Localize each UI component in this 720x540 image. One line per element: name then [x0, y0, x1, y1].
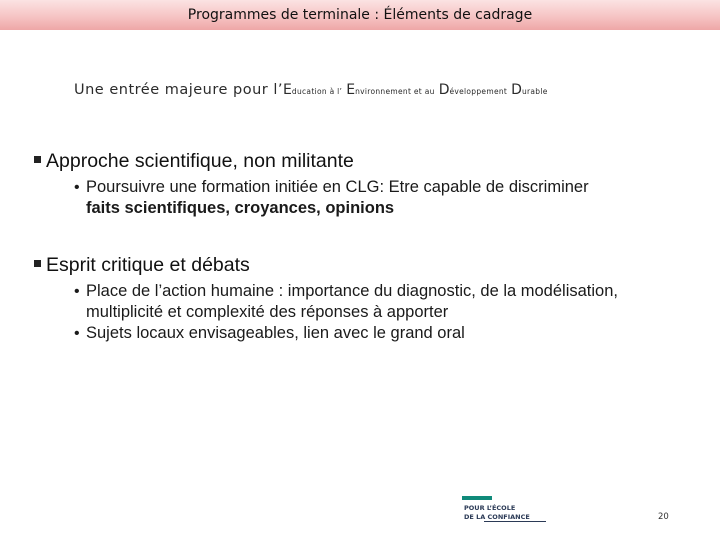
slide-title: Programmes de terminale : Éléments de cadrage — [187, 7, 533, 23]
bullet-dot-icon: • — [74, 283, 80, 300]
list-item — [74, 323, 674, 344]
subtitle-small: nvironnement et au — [355, 87, 435, 96]
list-item-text: Place de l’action humaine : importance du diagnostic, de la modélisation, multiplicité et complexité des réponses à apporter — [86, 282, 618, 321]
list-item — [74, 177, 589, 219]
square-bullet-icon — [34, 156, 41, 163]
logo-text: DE LA CONFIANCE — [464, 513, 530, 521]
square-bullet-icon — [34, 260, 41, 267]
section-esprit-critique — [34, 254, 674, 344]
logo-text: POUR L’ÉCOLE — [464, 504, 516, 512]
logo-underline — [484, 521, 546, 522]
logo-mark-icon — [462, 496, 492, 500]
logo — [462, 496, 572, 526]
subtitle-cap: D — [438, 82, 450, 98]
section-heading: Approche scientifique, non militante — [46, 150, 354, 172]
subtitle-cap: E — [283, 82, 292, 98]
list-item — [74, 281, 674, 323]
header-bar — [0, 0, 720, 30]
subtitle-small: éveloppement — [449, 87, 508, 96]
bullet-dot-icon: • — [74, 179, 80, 196]
subtitle-small: urable — [521, 87, 548, 96]
bullet-list — [74, 281, 674, 344]
section-heading: Esprit critique et débats — [46, 254, 250, 276]
list-item-text: Poursuivre une formation initiée en CLG: Etre capable de discriminer — [86, 178, 589, 196]
subtitle-cap: D — [511, 82, 522, 98]
bullet-dot-icon: • — [74, 325, 80, 342]
list-item-text: Sujets locaux envisageables, lien avec le grand oral — [86, 324, 465, 342]
subtitle — [74, 79, 552, 98]
bullet-list — [74, 177, 589, 219]
subtitle-small: ducation à l’ — [291, 87, 343, 96]
subtitle-lead: Une entrée majeure pour l’ — [74, 82, 284, 98]
list-item-bold-text: faits scientifiques, croyances, opinions — [86, 199, 395, 217]
subtitle-cap: E — [346, 82, 356, 98]
section-approche — [34, 150, 589, 219]
page-number: 20 — [658, 512, 669, 522]
